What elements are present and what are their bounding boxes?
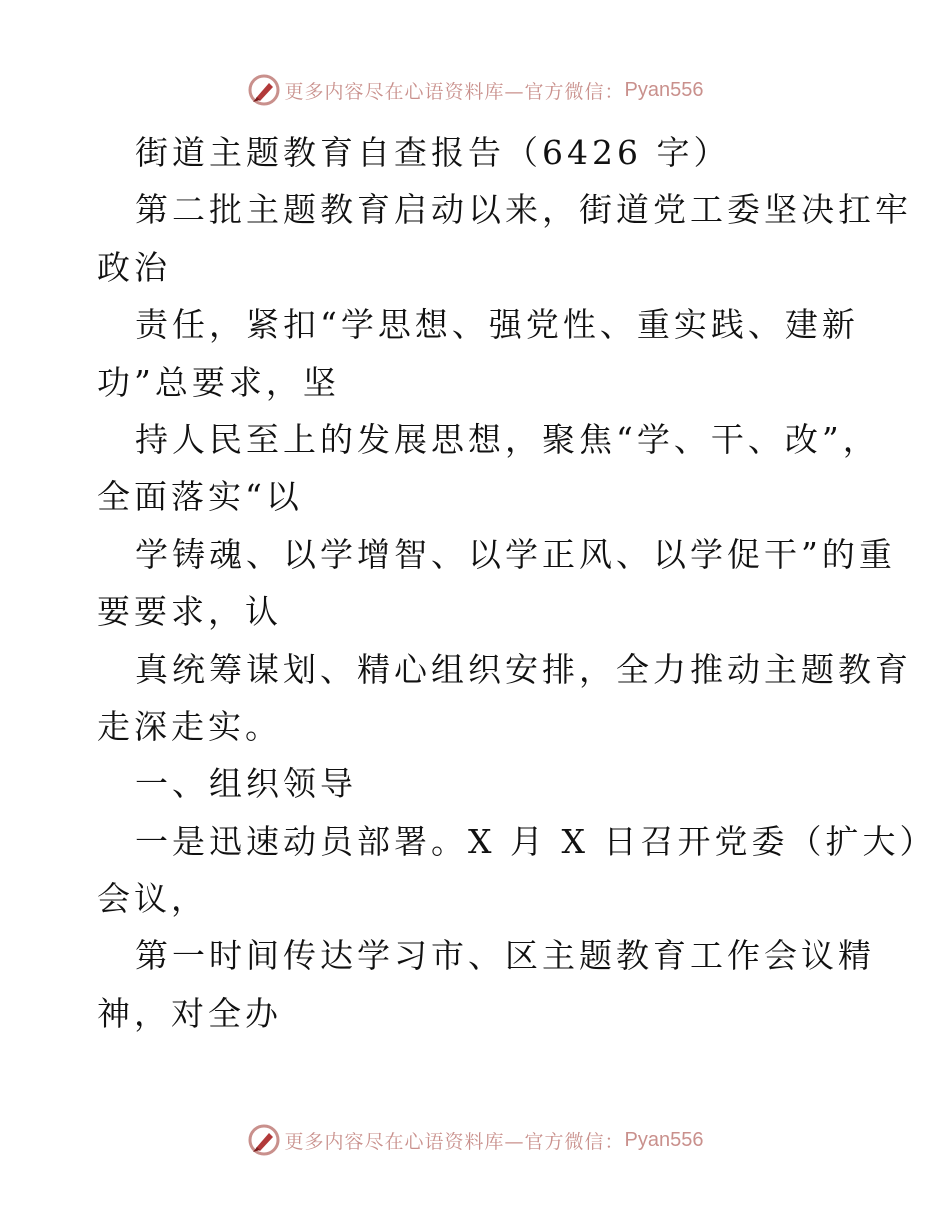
paragraph-line: 走深走实。 xyxy=(97,706,282,746)
paragraph-line: 功”总要求，坚 xyxy=(97,362,340,402)
pen-logo-icon xyxy=(247,1123,281,1157)
paragraph-line: 神，对全办 xyxy=(97,993,282,1033)
paragraph-line: 政治 xyxy=(97,247,171,287)
paragraph-line: 持人民至上的发展思想，聚焦“学、干、改”， xyxy=(135,419,880,459)
footer-watermark xyxy=(0,1120,950,1160)
pen-logo-icon xyxy=(247,73,281,107)
paragraph-line: 责任，紧扣“学思想、强党性、重实践、建新 xyxy=(135,305,859,345)
paragraph-line: 要要求，认 xyxy=(97,592,282,632)
paragraph-line: 第一时间传达学习市、区主题教育工作会议精 xyxy=(135,936,875,976)
paragraph-line: 会议， xyxy=(97,879,208,919)
paragraph-line: 真统筹谋划、精心组织安排，全力推动主题教育 xyxy=(135,649,912,689)
watermark-wechat-id: Pyan556 xyxy=(624,78,704,101)
paragraph-line: 一是迅速动员部署。X 月 X 日召开党委（扩大） xyxy=(135,821,937,861)
paragraph-line: 学铸魂、以学增智、以学正风、以学促干”的重 xyxy=(135,534,896,574)
header-watermark xyxy=(0,70,950,110)
watermark-wechat-id: Pyan556 xyxy=(624,1128,704,1151)
paragraph-line: 第二批主题教育启动以来，街道党工委坚决扛牢 xyxy=(135,190,912,230)
watermark-text: 更多内容尽在心语资料库—官方微信： xyxy=(284,80,625,103)
doc-title: 街道主题教育自查报告（6426 字） xyxy=(135,133,731,172)
document-body xyxy=(97,124,937,1042)
watermark-text: 更多内容尽在心语资料库—官方微信： xyxy=(284,1130,625,1153)
section-heading: 一、组织领导 xyxy=(135,764,357,804)
paragraph-line: 全面落实“以 xyxy=(97,477,303,517)
